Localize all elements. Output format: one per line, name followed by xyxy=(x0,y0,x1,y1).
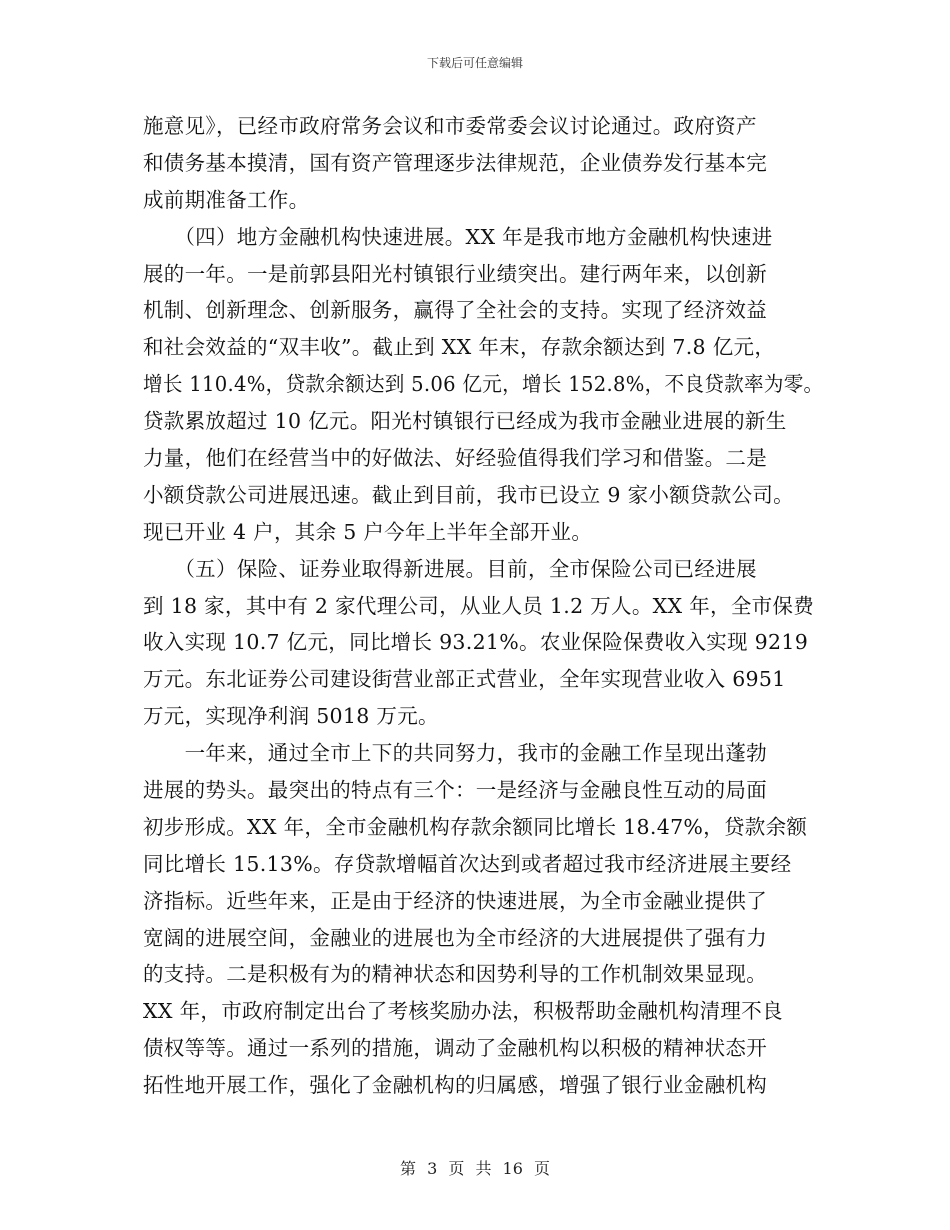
text-line: 济指标。近些年来，正是由于经济的快速进展，为全市金融业提供了 xyxy=(143,888,767,913)
text-line: XX 年，市政府制定出台了考核奖励办法，积极帮助金融机构清理不良 xyxy=(143,999,783,1024)
text-line: 债权等等。通过一系列的措施，调动了金融机构以积极的精神状态开 xyxy=(143,1036,767,1061)
text-line: 同比增长 15.13%。存贷款增幅首次达到或者超过我市经济进展主要经 xyxy=(143,851,792,876)
page-footer: 第 3 页 共 16 页 xyxy=(400,1159,550,1178)
text-line: （五）保险、证券业取得新进展。目前，全市保险公司已经进展 xyxy=(143,556,757,581)
page-header: 下载后可任意编辑 xyxy=(426,56,523,70)
text-line: 拓性地开展工作，强化了金融机构的归属感，增强了银行业金融机构 xyxy=(143,1073,767,1098)
text-line: 增长 110.4%，贷款余额达到 5.06 亿元，增长 152.8%，不良贷款率为零。 xyxy=(143,372,824,397)
text-line: 小额贷款公司进展迅速。截止到目前，我市已设立 9 家小额贷款公司。 xyxy=(143,482,794,507)
text-line: 万元，实现净利润 5018 万元。 xyxy=(143,704,439,729)
text-line: 机制、创新理念、创新服务，赢得了全社会的支持。实现了经济效益 xyxy=(143,298,767,323)
text-line: 进展的势头。最突出的特点有三个：一是经济与金融良性互动的局面 xyxy=(143,778,767,803)
text-line: 施意见》，已经市政府常务会议和市委常委会议讨论通过。政府资产 xyxy=(143,114,757,138)
text-line: 初步形成。XX 年，全市金融机构存款余额同比增长 18.47%，贷款余额 xyxy=(143,814,808,839)
text-line: （四）地方金融机构快速进展。XX 年是我市地方金融机构快速进 xyxy=(143,224,773,249)
text-line: 宽阔的进展空间，金融业的进展也为全市经济的大进展提供了强有力 xyxy=(143,925,767,950)
text-line: 万元。东北证券公司建设街营业部正式营业，全年实现营业收入 6951 xyxy=(143,667,786,692)
text-line: 的支持。二是积极有为的精神状态和因势利导的工作机制效果显现。 xyxy=(143,962,767,987)
text-line: 成前期准备工作。 xyxy=(143,187,310,212)
text-line: 贷款累放超过 10 亿元。阳光村镇银行已经成为我市金融业进展的新生 xyxy=(143,409,787,434)
text-line: 展的一年。一是前郭县阳光村镇银行业绩突出。建行两年来，以创新 xyxy=(143,261,767,286)
text-line: 力量，他们在经营当中的好做法、好经验值得我们学习和借鉴。二是 xyxy=(143,446,767,471)
text-line: 收入实现 10.7 亿元，同比增长 93.21%。农业保险保费收入实现 9219 xyxy=(143,630,809,655)
text-line: 现已开业 4 户，其余 5 户今年上半年全部开业。 xyxy=(143,519,593,544)
text-line: 到 18 家，其中有 2 家代理公司，从业人员 1.2 万人。XX 年，全市保费 xyxy=(143,593,815,618)
text-line: 和债务基本摸清，国有资产管理逐步法律规范，企业债券发行基本完 xyxy=(143,150,767,175)
text-line: 和社会效益的“双丰收”。截止到 XX 年末，存款余额达到 7.8 亿元， xyxy=(143,335,776,360)
document-body xyxy=(143,108,823,1104)
text-line: 一年来，通过全市上下的共同努力，我市的金融工作呈现出蓬勃 xyxy=(143,741,767,766)
